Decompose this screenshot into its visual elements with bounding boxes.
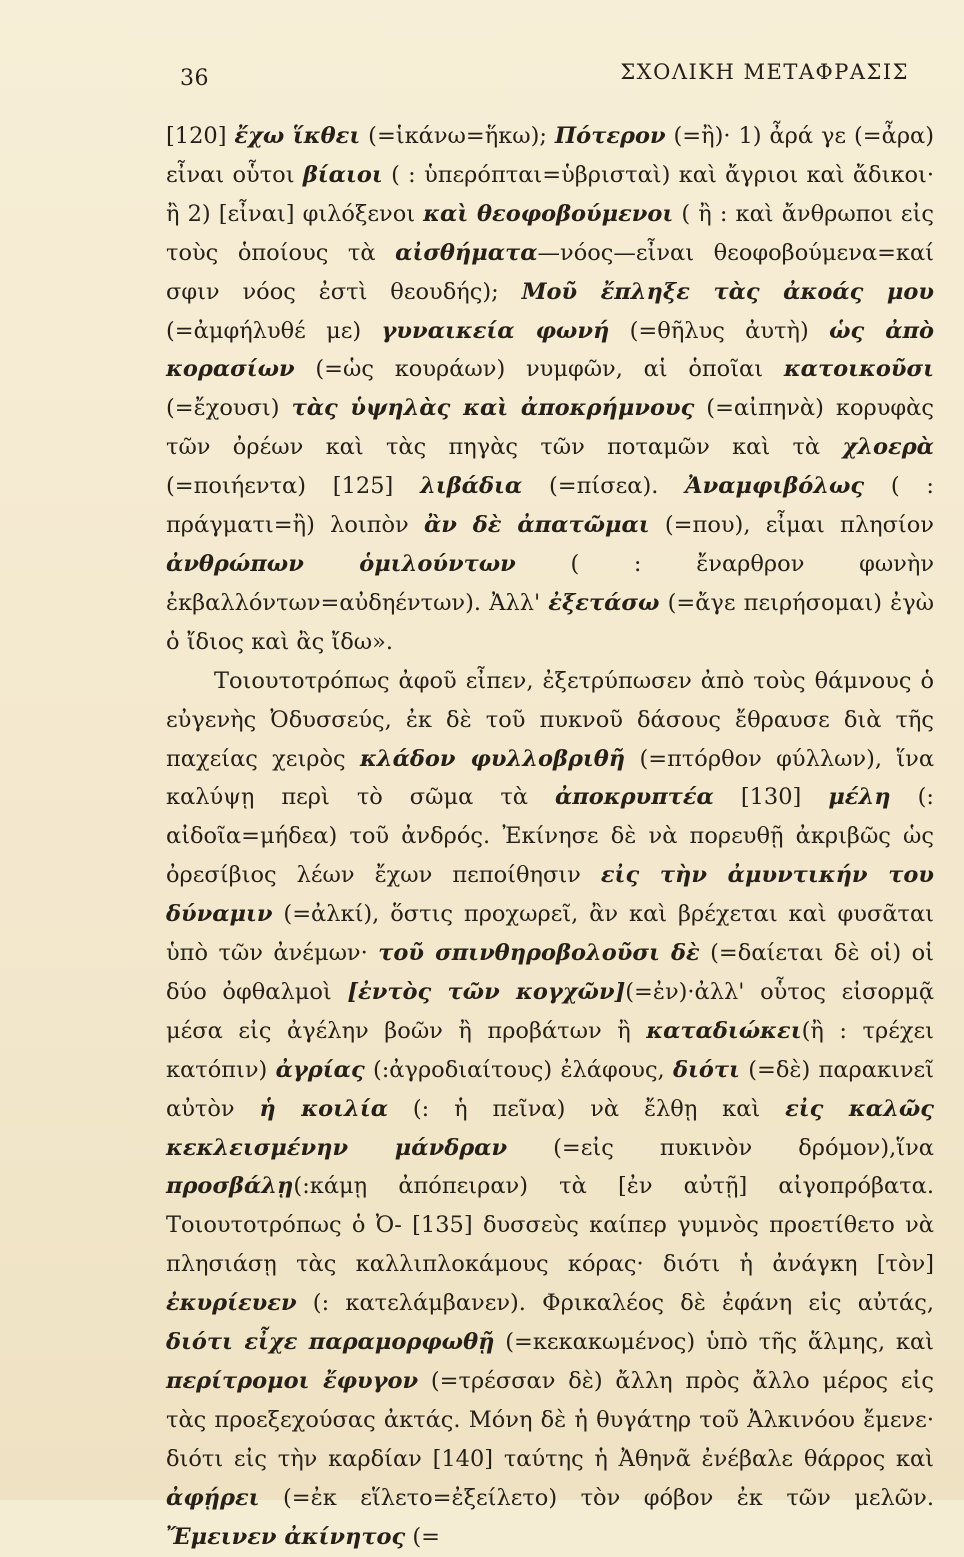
text-run: (= bbox=[405, 1523, 441, 1550]
text-run: (=αἰπηνὰ) κορυφὰς τῶν ὀρέων καὶ τὰς πηγὰς τῶν ποταμῶν καὶ τὰ bbox=[166, 395, 934, 461]
text-run: Τοιουτοτρόπως ἀφοῦ εἶπεν, ἐξετρύπωσεν ἀπὸ τοὺς θάμνους ὁ εὐγενὴς Ὀδυσσεύς, ἐκ δὲ τοῦ πυκνοῦ δάσους ἔθραυσε διὰ τῆς παχείας χειρὸς bbox=[166, 667, 934, 772]
lemma-phrase: καὶ θεοφοβούμενοι bbox=[423, 200, 674, 227]
text-run: (=πίσεα). bbox=[522, 473, 686, 500]
lemma-phrase: διότι bbox=[673, 1056, 740, 1083]
page-number: 36 bbox=[180, 66, 209, 91]
lemma-phrase: ἀποκρυπτέα bbox=[554, 784, 714, 811]
lemma-phrase: λιβάδια bbox=[420, 473, 523, 500]
text-run: (=δαίεται δὲ οἱ) οἱ δύο ὀφθαλμοὶ bbox=[166, 940, 934, 1005]
lemma-phrase: καταδιώκει bbox=[646, 1017, 802, 1044]
lemma-phrase: ἀφῄρει bbox=[166, 1484, 260, 1511]
text-run: —νόος—εἶναι θεοφοβούμενα=καί σφιν νόος ἐστὶ θεουδής); bbox=[166, 239, 934, 305]
text-run: (ἢ : τρέχει κατόπιν) bbox=[166, 1017, 935, 1083]
text-run: (=ὡς κουράων) νυμφῶν, αἱ ὁποῖαι bbox=[294, 356, 784, 383]
lemma-phrase: ἂν δὲ ἀπατῶμαι bbox=[423, 512, 650, 539]
paragraph-2 bbox=[166, 662, 934, 1557]
text-run: (=ἐκ εἵλετο=ἐξείλετο) τὸν φόβον ἐκ τῶν μελῶν. bbox=[259, 1484, 934, 1511]
text-run: (=ἀμφήλυθέ με) bbox=[166, 317, 382, 344]
lemma-phrase: αἰσθήματα bbox=[395, 239, 538, 266]
lemma-phrase: ἀνθρώπων ὁμιλούντων bbox=[166, 550, 516, 577]
text-run: (=θῆλυς ἀυτὴ) bbox=[609, 317, 830, 344]
text-run: ( : πράγματι=ἢ) λοιπὸν bbox=[166, 473, 935, 539]
text-run: (=εἰς πυκινὸν δρόμον),ἵνα bbox=[507, 1134, 934, 1161]
running-head bbox=[180, 60, 909, 100]
lemma-phrase: κατοικοῦσι bbox=[783, 356, 934, 383]
text-run: ( : ὑπερόπται=ὑβρισταὶ) καὶ ἄγριοι καὶ ἄδικοι· ἢ 2) [εἶναι] φιλόξενοι bbox=[166, 161, 934, 227]
lemma-phrase: Ἔμεινεν ἀκίνητος bbox=[166, 1523, 406, 1550]
text-run: [130] bbox=[713, 784, 829, 811]
lemma-phrase: ἔχω ἵκθει bbox=[234, 123, 361, 149]
text-run: (=ἐν)·ἀλλ' οὗτος εἰσορμᾷ μέσα εἰς ἀγέλην βοῶν ἢ προβάτων ἢ bbox=[166, 978, 935, 1044]
running-title: ΣΧΟΛΙΚΗ ΜΕΤΑΦΡΑΣΙΣ bbox=[620, 60, 909, 84]
lemma-phrase: τὰς ὑψηλὰς καὶ ἀποκρήμνους bbox=[291, 395, 695, 422]
text-run: ( : ἔναρθρον φωνὴν ἐκβαλλόντων=αὐδηέντων). Ἀλλ' bbox=[166, 550, 935, 616]
lemma-phrase: ἡ κοιλία bbox=[259, 1095, 389, 1122]
lemma-phrase: κλάδον φυλλοβριθῆ bbox=[359, 745, 626, 772]
body-text bbox=[166, 117, 934, 1557]
text-run: (=ἀλκί), ὅστις προχωρεῖ, ἂν καὶ βρέχεται καὶ φυσᾶται ὑπὸ τῶν ἀνέμων· bbox=[166, 901, 934, 967]
text-run: (=ἄγε πειρήσομαι) ἐγὼ ὁ ἴδιος καὶ ἂς ἴδω». bbox=[166, 589, 934, 655]
lemma-phrase: περίτρομοι ἔφυγον bbox=[166, 1368, 419, 1394]
lemma-phrase: μέλη bbox=[828, 784, 891, 811]
lemma-phrase: γυναικεία φωνή bbox=[381, 317, 610, 344]
lemma-phrase: χλοερὰ bbox=[842, 434, 934, 461]
text-run: (: ἡ πεῖνα) νὰ ἔλθῃ καὶ bbox=[388, 1095, 786, 1122]
lemma-phrase: διότι εἶχε παραμορφωθῇ bbox=[166, 1329, 495, 1356]
lemma-phrase: ἐκυρίευεν bbox=[166, 1290, 297, 1317]
lemma-phrase: Ἀναμφιβόλως bbox=[685, 473, 865, 500]
lemma-phrase: εἰς καλῶς κεκλεισμένην μάνδραν bbox=[166, 1095, 934, 1161]
text-run: (=ἱκάνω=ἥκω); bbox=[360, 123, 555, 149]
line-number: [120] bbox=[166, 123, 235, 149]
text-run: (: κατελάμβανεν). Φρικαλέος δὲ ἐφάνη εἰς αὐτάς, bbox=[296, 1290, 934, 1317]
lemma-phrase: [ἐντὸς τῶν κογχῶν] bbox=[347, 978, 626, 1005]
text-run: (=δὲ) παρακινεῖ αὐτὸν bbox=[166, 1056, 934, 1122]
text-run: (=ἔχουσι) bbox=[166, 395, 292, 422]
text-run: (:ἀγροδιαίτους) ἐλάφους, bbox=[364, 1056, 673, 1083]
lemma-phrase: βίαιοι bbox=[302, 161, 383, 188]
text-run: (=κεκακωμένος) ὑπὸ τῆς ἅλμης, καὶ bbox=[494, 1329, 934, 1356]
text-run: (: αἰδοῖα=μήδεα) τοῦ ἀνδρός. Ἐκίνησε δὲ νὰ πορευθῇ ἀκριβῶς ὡς ὀρεσίβιος λέων ἔχων πεποίθησιν bbox=[166, 784, 935, 889]
lemma-phrase: Πότερον bbox=[554, 123, 666, 149]
text-run: (=πτόρθον φύλλων), ἵνα καλύψῃ περὶ τὸ σῶμα τὰ bbox=[166, 745, 935, 811]
text-run: (=ἢ)· 1) ἆρά γε (=ἆρα) εἶναι οὗτοι bbox=[166, 123, 935, 188]
lemma-phrase: προσβάλῃ bbox=[166, 1173, 294, 1200]
lemma-phrase: ὡς ἀπὸ κορασίων bbox=[166, 317, 935, 383]
lemma-phrase: ἐξετάσω bbox=[548, 589, 660, 616]
lemma-phrase: τοῦ σπινθηροβολοῦσι δὲ bbox=[378, 940, 700, 967]
text-run: ( ἢ : καὶ ἄνθρωποι εἰς τοὺς ὁποίους τὰ bbox=[166, 200, 935, 266]
lemma-phrase: Μοῦ ἔπληξε τὰς ἀκοάς μου bbox=[521, 278, 934, 305]
paragraph-1 bbox=[166, 117, 934, 662]
lemma-phrase: ἀγρίας bbox=[275, 1056, 365, 1083]
text-run: (=ποιήεντα) [125] bbox=[166, 473, 421, 500]
lemma-phrase: εἰς τὴν ἀμυντικήν του δύναμιν bbox=[166, 862, 935, 928]
text-run: (=τρέσσαν δὲ) ἄλλη πρὸς ἄλλο μέρος εἰς τὰς προεξεχούσας ἀκτάς. Μόνη δὲ ἡ θυγάτηρ τοῦ Ἀλκινόου ἔμενε· διότι εἰς τὴν καρδίαν [140] ταύτης ἡ Ἀθηνᾶ ἐνέβαλε θάρρος καὶ bbox=[166, 1368, 934, 1472]
text-run: (=που), εἶμαι πλησίον bbox=[649, 512, 934, 539]
text-run: (:κάμῃ ἀπόπειραν) τὰ [ἐν αὐτῇ] αἰγοπρόβατα. Τοιουτοτρόπως ὁ Ὀ- [135] δυσσεὺς καίπερ γυμνὸς προετίθετο νὰ πλησιάσῃ τὰς καλλιπλοκάμους κόρας· διότι ἡ ἀνάγκη [τὸν] bbox=[166, 1173, 934, 1278]
